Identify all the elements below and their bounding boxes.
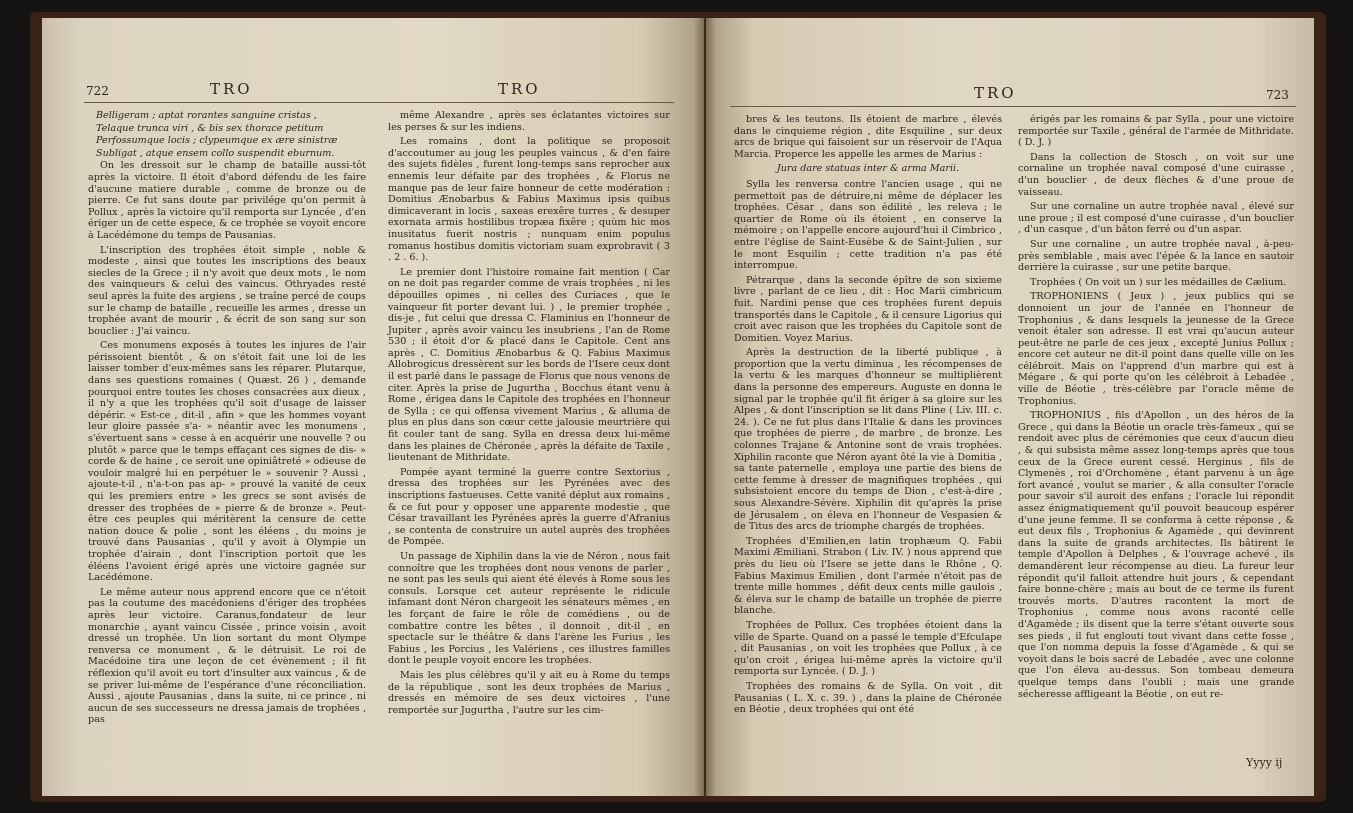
right-page-column-2 bbox=[1018, 114, 1294, 703]
left-page-column-2 bbox=[388, 110, 670, 719]
paragraph: Les romains , dont la politique se proposoit d'accoutumer au joug les peuples vaincus , & d'en faire des sujets fidèles , furent long-temps sans reprocher aux ennemis leur défaite par des trophées , & Florus ne manque pas de leur faire honneur de cette modération : Domitius Ænobarbus & Fabius Maximus ipsis quibus dimicaverant in locis , saxeas erexêre turres , & desuper exornata armis hostilibus tropæa fixêre ; quùm hic mos inusitatus fuerit nostris ; nunquam enim populus romanus hostibus domitis victoriam suam exprobravit ( 3 . 2 . 6. ). bbox=[388, 136, 670, 264]
book-spread bbox=[30, 12, 1326, 802]
paragraph: Sur une cornaline , un autre trophée naval , à-peu-près semblable , mais avec l'épée & la lance en sautoir derrière la cuirasse , sur une petite barque. bbox=[1018, 238, 1294, 274]
verse-line: Belligeram ; aptat rorantes sanguine cristas , bbox=[96, 110, 317, 121]
paragraph: Mais les plus célèbres qu'il y ait eu à Rome du temps de la république , sont les deux trophées de Marius , dressés en mémoire de ses deux victoires , l'une remportée sur Jugurtha , l'autre sur les cim- bbox=[388, 669, 670, 716]
verse-line: Perfossumque locis ; clypeumque ex ære sinistræ bbox=[96, 135, 338, 147]
signature-mark: Yyyy ij bbox=[1246, 756, 1283, 769]
paragraph: Après la destruction de la liberté publique , à proportion que la vertu diminua , les récompenses de la vertu & les marques d'honneur se multiplièrent dans la personne des empereurs. Auguste en donna le signal par le trophée qu'il fit ériger à sa gloire sur les Alpes , & dont l'inscription se lit dans Pline ( Liv. III. c. 24. ). Ce ne fut plus dans l'Italie & dans les provinces que trophées de pierre , de marbre , de bronze. Les colonnes Trajane & Antonine sont de vrais trophées. Xiphilin raconte que Néron ayant ôté la vie à Domitia , sa tante paternelle , employa une partie des biens de cette femme à dresser de magnifiques trophées , qui subsistoient encore du temps de Dion , c'est-à-dire , sous Alexandre-Sévère. Xiphilin dit qu'après la prise de Jérusalem , on éleva en l'honneur de Vespasien & de Titus des arcs de triomphe chargés de trophées. bbox=[734, 347, 1002, 533]
verse-line: Telaque trunca viri , & bis sex thorace petitum bbox=[96, 122, 324, 134]
paragraph: Trophées ( On voit un ) sur les médailles de Cælium. bbox=[1030, 276, 1287, 288]
paragraph: Sylla les renversa contre l'ancien usage , qui ne permettoit pas de détruire,ni même de déplacer les trophées. César , dans son édilité , les releva ; le quartier de Rome où ils étoient , en conserve la mémoire ; on l'appelle encore aujourd'hui il Cimbrico , entre l'église de Saint-Eusèbe & de Saint-Julien , sur le mont Esquilin ; cette tradition n'a pas été interrompue. bbox=[734, 178, 1002, 272]
verse-line: Subligat , atque ensem collo suspendit eburnum. bbox=[96, 147, 335, 159]
paragraph: Le même auteur nous apprend encore que ce n'étoit pas la coutume des macédoniens d'ériger des trophées après leur victoire. Caranus,fondateur de leur monarchie , ayant vaincu Cissée , prince voisin , avoit dressé un trophée. Un lion sortant du mont Olympe renversa ce monument , & le détruisit. Le roi de Macédoine tira une leçon de cet évènement ; il fit réflexion qu'il avoit eu tort d'insulter aux vaincus , & de se priver lui-même de l'espérance d'une réconciliation. Aussi , ajoute Pausanias , dans la suite, ni ce prince , ni aucun de ses successeurs ne dressa jamais de trophées , pas bbox=[88, 586, 366, 726]
paragraph: TROPHONIUS , fils d'Apollon , un des héros de la Grece , qui dans la Béotie un oracle très-fameux , qui se rendoit avec plus de cérémonies que ceux d'aucun dieu , & qui subsista même assez long-temps après que tous ceux de la Grece eurent cessé. Herginus , fils de Clymenès , roi d'Orchomène , étant parvenu à un âge fort avancé , voulut se marier , & alla consulter l'oracle pour savoir s'il auroit des enfans ; l'oracle lui répondit assez énigmatiquement qu'il pouvoit beaucoup espérer d'une jeune femme. Il se conforma à cette réponse , & eut deux fils , Trophonius & Agamède , qui devinrent dans la suite de grands architectes. Ils bâtirent le temple d'Apollon à Delphes , & l'ouvrage achevé , ils demandèrent leur récompense au dieu. La fureur leur répondit qu'il falloit attendre huit jours , & cependant faire bonne-chère ; mais au bout de ce terme ils furent trouvés morts. D'autres racontent la mort de Trophonius , comme nous avons raconté celle d'Agamède ; ils disent que la terre s'étant ouverte sous ses pieds , il fut englouti tout vivant dans cette fosse , que l'on nomma depuis la fosse d'Agamède , & qui se voyoit dans le bois sacré de Lebadée , avec une colonne que l'on éleva au-dessus. Son tombeau demeura quelque temps dans l'oubli ; mais une grande sécheresse affligeant la Béotie , on eut re- bbox=[1018, 410, 1294, 700]
paragraph: Trophées d'Emilien,en latin trophæum Q. Fabii Maximi Æmiliani. Strabon ( Liv. IV. ) nous apprend que près du lieu où l'Isere se jette dans le Rhône , Q. Fabius Maximus Emilien , dont l'armée n'étoit pas de trente mille hommes , défit deux cents mille gaulois , & éleva sur le champ de bataille un trophée de pierre blanche. bbox=[734, 535, 1002, 617]
right-page-column-1 bbox=[734, 114, 1002, 719]
header-rule bbox=[84, 102, 674, 103]
paragraph: Un passage de Xiphilin dans la vie de Néron , nous fait connoître que les trophées dont nous venons de parler , ne sont pas les seuls qui aient été élevés à Rome sous les consuls. Lorsque cet auteur représente le ridicule infamant dont Néron chargeoit les sénateurs mêmes , en les forçant de faire le rôle de comédiens , ou de combattre contre les bêtes , il donnoit , dit-il , en spectacle sur le théâtre & dans l'arène les Furius , les Fabius , les Porcius , les Valériens , ces illustres familles dont le peuple voyoit encore les trophées. bbox=[388, 550, 670, 667]
paragraph: érigés par les romains & par Sylla , pour une victoire remportée sur Taxile , général de l'armée de Mithridate. ( D. J. ) bbox=[1018, 114, 1294, 149]
paragraph: même Alexandre , après ses éclatantes victoires sur les perses & sur les indiens. bbox=[388, 110, 670, 133]
paragraph: Pompée ayant terminé la guerre contre Sextorius , dressa des trophées sur les Pyrénées avec des inscriptions fastueuses. Cette vanité déplut aux romains , & ce fut pour y opposer une apparente modestie , que César travaillant les Pyrénées après la guerre d'Afranius , se contenta de construire un autel auprès des trophées de Pompée. bbox=[388, 466, 670, 548]
right-page bbox=[706, 18, 1314, 796]
paragraph: Trophées des romains & de Sylla. On voit , dit Pausanias ( L. X. c. 39. ) , dans la plaine de Chéronée en Béotie , deux trophées qui ont été bbox=[734, 680, 1002, 716]
running-head-right-col: TRO bbox=[498, 80, 541, 98]
left-page bbox=[42, 18, 704, 796]
header-rule-right bbox=[730, 106, 1296, 107]
paragraph: Ces monumens exposés à toutes les injures de l'air périssoient bientôt , & on s'étoit fait une loi de les laisser tomber d'eux-mêmes sans les réparer. Plutarque, dans ses questions romaines ( Quæst. 26 ) , demande pourquoi entre toutes les choses consacrées aux dieux , il n'y a que les trophées qu'il soit d'usage de laisser dépérir. « Est-ce , dit-il , afin » que les hommes voyant leur gloire passée s'a- » néantir avec les monumens , s'évertuent sans » cesse à en acquérir une nouvelle ? ou plutôt » parce que le temps effaçant ces signes de dis- » corde & de haine , ce seroit une opiniâtreté » odieuse de vouloir malgré lui en perpétuer le » souvenir ? Aussi , ajoute-t-il , n'a-t-on pas ap- » prouvé la vanité de ceux qui les premiers entre » les grecs se sont avisés de dresser des trophées de » pierre & de bronze ». Peut-être ces peuples qui méritèrent la censure de cette nation douce & polie , sont les éléens , du moins je trouvé dans Pausanias , qu'il y avoit à Olympie un trophée d'airain , dont l'inscription portoit que les éléens l'avoient érigé après une victoire gagnée sur Lacédémone. bbox=[88, 340, 366, 584]
paragraph: Pétrarque , dans la seconde épître de son sixieme livre , parlant de ce lieu , dit : Hoc Marii cimbricum fuit. Nardini pense que ces trophées furent depuis transportés dans le Capitole , & il censure Ligorius qui croit avec raison que les trophées du Capitole sont de Domitien. Voyez Marius. bbox=[734, 274, 1002, 344]
paragraph: bres & les teutons. Ils étoient de marbre , élevés dans le cinquieme région , dite Esquiline , sur deux arcs de brique qui faisoient sur un réservoir de l'Aqua Marcia. Properce les appelle les armes de Marius : bbox=[734, 114, 1002, 160]
book-gutter bbox=[694, 18, 716, 796]
verse-line: Jura dare statuas inter & arma Marii. bbox=[776, 163, 960, 175]
paragraph: Dans la collection de Stosch , on voit sur une cornaline un trophée naval composé d'une cuirasse , d'un bouclier , de deux flèches & d'une proue de vaisseau. bbox=[1018, 151, 1294, 198]
page-number-left: 722 bbox=[86, 84, 109, 98]
paragraph: On les dressoit sur le champ de bataille aussi-tôt après la victoire. Il étoit d'abord défendu de les faire d'aucune matiere durable , comme de bronze ou de pierre. Ce fut sans doute par privilége qu'on permit à Pollux , après la victoire qu'il remporta sur Lyncée , d'en ériger un de cette espece, & ce trophée se voyoit encore à Lacédémone du temps de Pausanias. bbox=[88, 160, 366, 241]
page-number-right: 723 bbox=[1266, 88, 1289, 102]
running-head: TRO bbox=[974, 84, 1017, 102]
paragraph: Sur une cornaline un autre trophée naval , élevé sur une proue ; il est composé d'une cuirasse , d'un bouclier , d'un casque , d'un bâton ferré ou d'un aspar. bbox=[1018, 201, 1294, 236]
paragraph: L'inscription des trophées étoit simple , noble & modeste , ainsi que toutes les inscriptions des beaux siecles de la Grece ; il n'y avoit que deux mots , le nom des vainqueurs & celui des vaincus. Othryades resté seul après la fuite des argiens , se traîne percé de coups sur le champ de bataille , recueille les armes , dresse un trophée avant de mourir , & écrit de son sang sur son bouclier : J'ai vaincu. bbox=[88, 244, 366, 337]
running-head-left-col: TRO bbox=[210, 80, 253, 98]
left-page-column-1 bbox=[88, 110, 366, 729]
paragraph: Trophées de Pollux. Ces trophées étoient dans la ville de Sparte. Quand on a passé le temple d'Efculape , dit Pausanias , on voit les trophées que Pollux , à ce qu'on croit , érigea lui-même après la victoire qu'il remporta sur Lyncée. ( D. J. ) bbox=[734, 619, 1002, 678]
paragraph: TROPHONIENS ( Jeux ) , jeux publics qui se donnoient un jour de l'année en l'honneur de Trophonius , & dans lesquels la jeunesse de la Grece venoit étaler son adresse. Il est vrai qu'aucun auteur peut-être ne parle de ces jeux , excepté Junius Pollux ; encore cet auteur ne dit-il point dans quelle ville on les célébroit. Mais on l'apprend d'un marbre qui est à Mégare , & qui porte qu'on les célébroit à Lebadée , ville de Béotie , très-célèbre par l'oracle même de Trophonius. bbox=[1018, 291, 1294, 407]
paragraph: Le premier dont l'histoire romaine fait mention ( Car on ne doit pas regarder comme de vrais trophées , ni les dépouilles opimes , ni celles des Curiaces , que le vainqueur fit porter devant lui. ) , le premier trophée , dis-je , fut celui que dressa C. Flaminius en l'honneur de Jupiter , après avoir vaincu les insubriens , l'an de Rome 530 ; il étoit d'or & placé dans le Capitole. Cent ans après , C. Domitius Ænobarbus & Q. Fabius Maximus Allobrogicus dressèrent sur les bords de l'Isere ceux dont il est parlé dans le passage de Florus que nous venons de citer. Après la prise de Jugurtha , Bocchus étant venu à Rome , érigea dans le Capitole des trophées en l'honneur de Sylla ; ce qui offensa vivement Marius , & alluma de plus en plus dans son cœur cette jalousie meurtrière qui fit couler tant de sang. Sylla en dressa deux lui-même dans les plaines de Chéronée , après la défaite de Taxile , lieutenant de Mithridate. bbox=[388, 266, 670, 464]
